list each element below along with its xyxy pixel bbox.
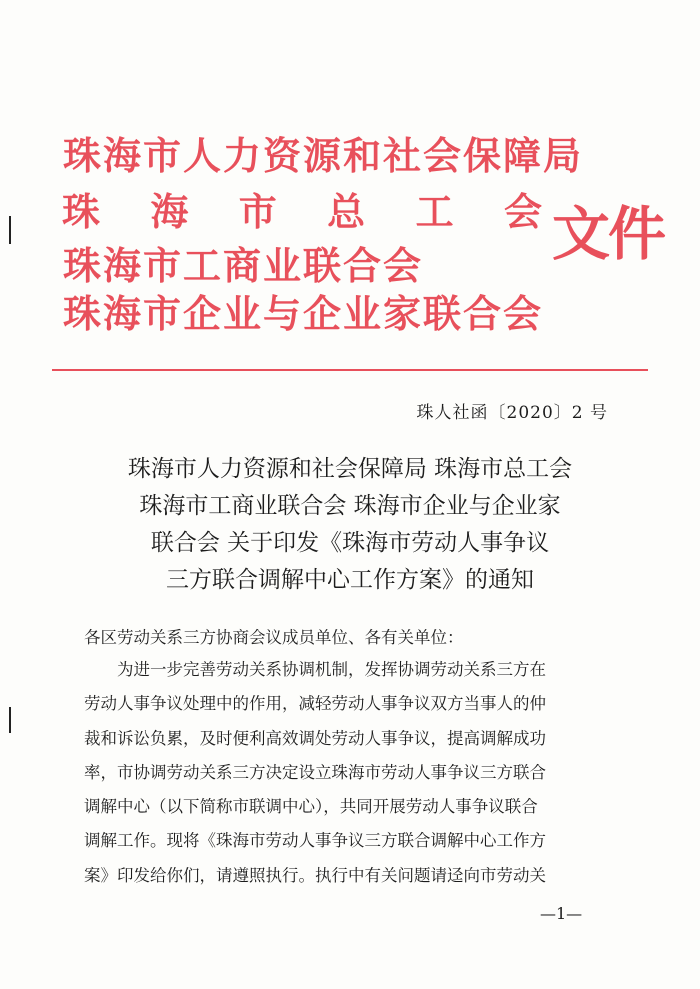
salutation: 各区劳动关系三方协商会议成员单位、各有关单位： [84, 628, 464, 647]
body-line: 案》印发给你们，请遵照执行。执行中有关问题请迳向市劳动关 [84, 865, 546, 885]
issuer-char: 市 [142, 292, 181, 336]
body-line: 率，市协调劳动关系三方决定设立珠海市劳动人事争议三方联合 [84, 762, 546, 782]
header-suffix: 文件 [552, 200, 665, 268]
issuer-char: 会 [502, 292, 541, 336]
document-number: 珠人社函〔2020〕2 号 [416, 403, 608, 423]
issuer-char: 障 [502, 134, 541, 178]
issuer-char: 工 [182, 244, 221, 288]
issuer-char: 家 [382, 292, 421, 336]
issuer-char: 业 [262, 244, 301, 288]
body-paragraph [84, 653, 616, 893]
issuer-char: 工 [415, 190, 454, 234]
issuer-char: 海 [102, 134, 141, 178]
issuer-char: 人 [182, 134, 221, 178]
issuer-char: 海 [102, 292, 141, 336]
issuer-char: 业 [222, 292, 261, 336]
title-line: 联合会 关于印发《珠海市劳动人事争议 [150, 530, 550, 556]
issuer-char: 业 [342, 292, 381, 336]
page-number: —1— [540, 904, 583, 923]
issuer-char: 局 [542, 134, 581, 178]
scan-edge-mark [9, 216, 11, 244]
issuer-char: 珠 [62, 292, 101, 336]
scan-edge-mark [9, 707, 11, 733]
issuer-char: 源 [302, 134, 341, 178]
issuer-char: 珠 [62, 190, 101, 234]
body-line: 劳动人事争议处理中的作用，减轻劳动人事争议双方当事人的仲 [84, 694, 546, 714]
issuer-char: 市 [142, 244, 181, 288]
issuer-char: 企 [182, 292, 221, 336]
title-line: 珠海市人力资源和社会保障局 珠海市总工会 [127, 456, 573, 482]
issuer-char: 海 [150, 190, 189, 234]
red-divider [52, 369, 648, 371]
document-title [60, 451, 640, 599]
issuer-char: 和 [342, 134, 381, 178]
issuer-line [62, 132, 582, 180]
issuer-char: 珠 [62, 244, 101, 288]
issuer-char: 企 [302, 292, 341, 336]
issuer-char: 合 [342, 244, 381, 288]
issuer-char: 资 [262, 134, 301, 178]
title-line: 珠海市工商业联合会 珠海市企业与企业家 [139, 493, 561, 519]
issuer-char: 总 [327, 190, 366, 234]
issuer-char: 社 [382, 134, 421, 178]
issuer-char: 力 [222, 134, 261, 178]
issuer-char: 保 [462, 134, 501, 178]
body-line: 调解工作。现将《珠海市劳动人事争议三方联合调解中心工作方 [84, 831, 546, 851]
issuer-char: 会 [503, 190, 542, 234]
issuer-char: 市 [142, 134, 181, 178]
issuer-line [62, 290, 542, 338]
issuer-char: 市 [238, 190, 277, 234]
issuer-char: 合 [462, 292, 501, 336]
issuer-line [62, 242, 422, 290]
issuer-line [62, 188, 542, 236]
issuer-char: 会 [422, 134, 461, 178]
body-line: 裁和诉讼负累，及时便利高效调处劳动人事争议，提高调解成功 [84, 728, 546, 748]
issuer-char: 联 [302, 244, 341, 288]
body-line: 为进一步完善劳动关系协调机制，发挥协调劳动关系三方在 [117, 660, 546, 679]
issuer-char: 会 [382, 244, 421, 288]
issuer-char: 与 [262, 292, 301, 336]
body-line: 调解中心（以下简称市联调中心），共同开展劳动人事争议联合 [84, 797, 538, 817]
issuer-char: 海 [102, 244, 141, 288]
issuer-char: 商 [222, 244, 261, 288]
title-line: 三方联合调解中心工作方案》的通知 [166, 567, 534, 593]
issuer-char: 联 [422, 292, 461, 336]
issuer-char: 珠 [62, 134, 101, 178]
